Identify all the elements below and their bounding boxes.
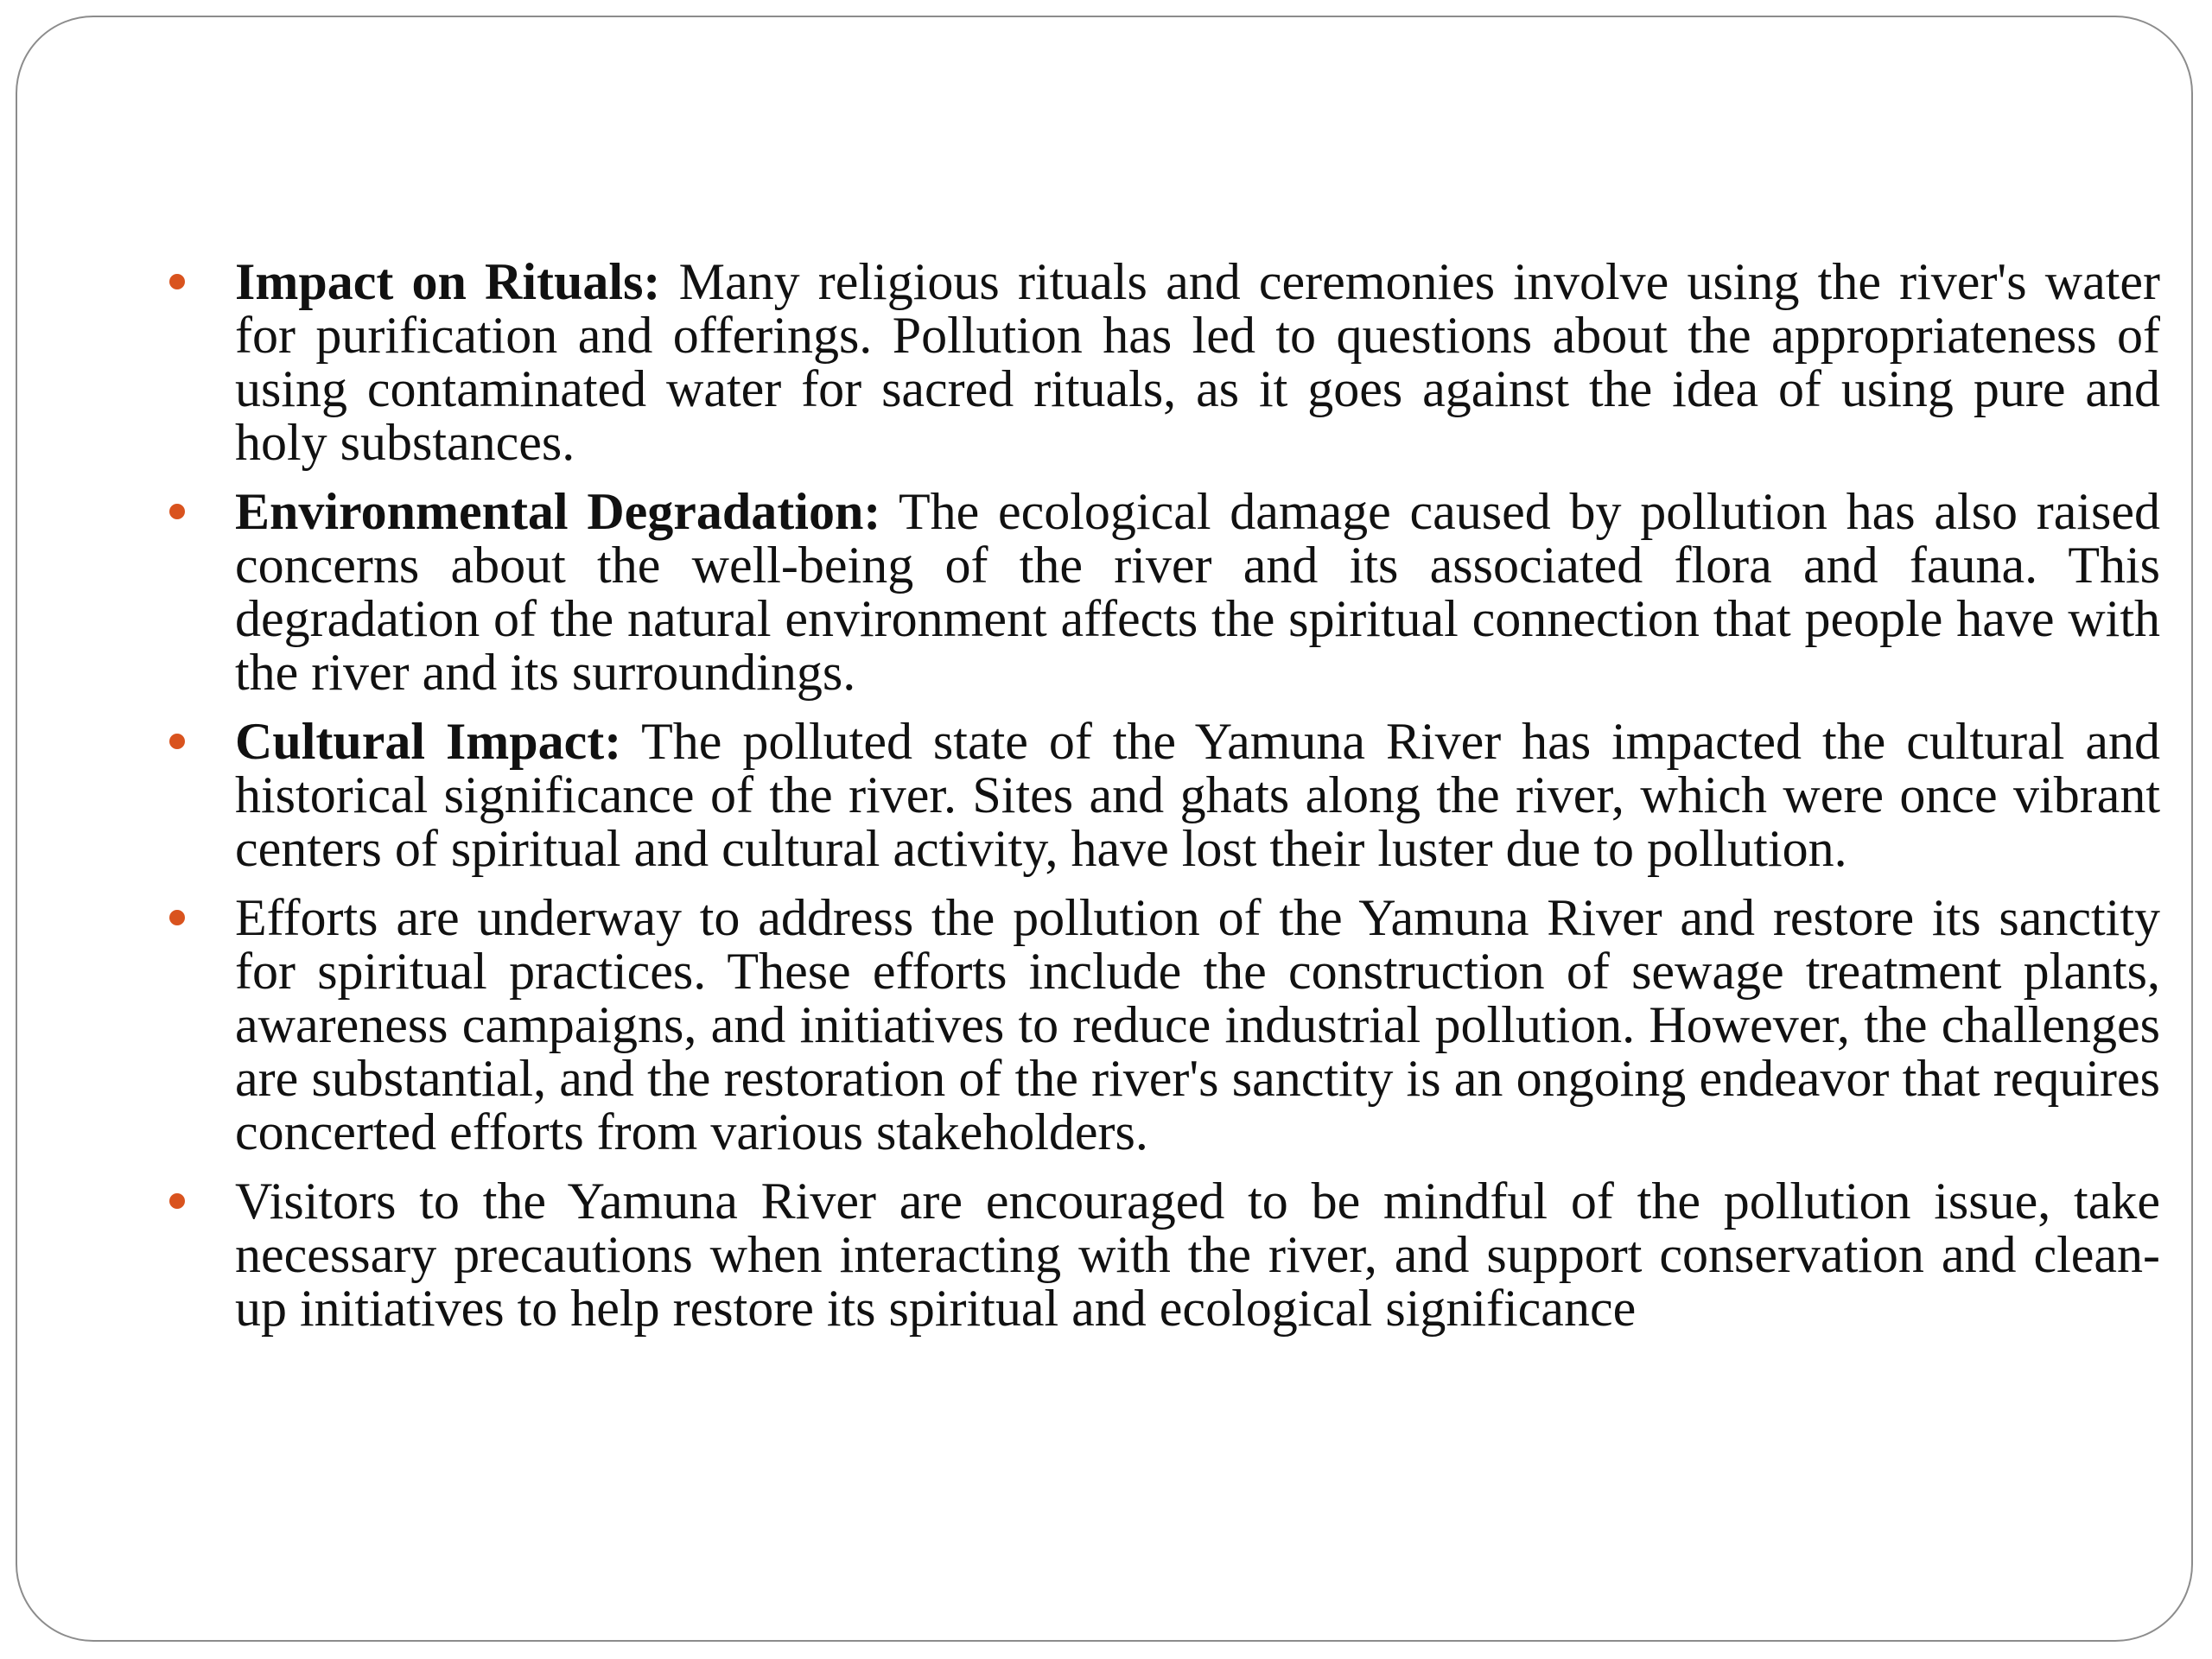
bullet-dot-icon: [169, 1193, 185, 1209]
bullet-list: [164, 255, 2160, 1335]
bullet-item-impact-on-rituals: [164, 255, 2160, 469]
bullet-dot-icon: [169, 504, 185, 519]
bullet-dot-icon: [169, 734, 185, 749]
bullet-item-efforts: [164, 891, 2160, 1159]
bullet-text: The polluted state of the Yamuna River has impacted the cultural and historical significance of the river. Sites and ghats along the river, which were once vibrant centers of spiritual and cultural activity, have lost their luster due to pollution.: [235, 713, 2161, 877]
bullet-dot-icon: [169, 274, 185, 289]
bullet-text: Efforts are underway to address the pollution of the Yamuna River and restore its sanctity for spiritual practices. These efforts include the construction of sewage treatment plants, awareness campaigns, and initiatives to reduce industrial pollution. However, the challenges are substantial, and the restoration of the river's sanctity is an ongoing endeavor that requires concerted efforts from various stakeholders.: [235, 889, 2160, 1160]
bullet-text: The ecological damage caused by pollution has also raised concerns about the well-being of the river and its associated flora and fauna. This degradation of the natural environment affects the spiritual connection that people have with the river and its surroundings.: [235, 483, 2161, 701]
bullet-dot-icon: [169, 910, 185, 925]
bullet-item-visitors: [164, 1174, 2160, 1335]
bullet-heading: Environmental Degradation:: [235, 483, 881, 540]
slide-content: [164, 255, 2160, 1351]
bullet-heading: Impact on Rituals:: [235, 253, 661, 310]
slide-frame: [16, 16, 2193, 1642]
bullet-heading: Cultural Impact:: [235, 713, 622, 770]
bullet-item-environmental-degradation: [164, 485, 2160, 699]
bullet-item-cultural-impact: [164, 715, 2160, 875]
bullet-text: Visitors to the Yamuna River are encouraged to be mindful of the pollution issue, take necessary precautions when interacting with the river, and support conservation and clean-up initiatives to help restore its spiritual and ecological significance: [235, 1173, 2160, 1337]
bullet-text: Many religious rituals and ceremonies involve using the river's water for purification and offerings. Pollution has led to questions about the appropriateness of using contaminated water for sacred rituals, as it goes against the idea of using pure and holy substances.: [235, 253, 2161, 471]
